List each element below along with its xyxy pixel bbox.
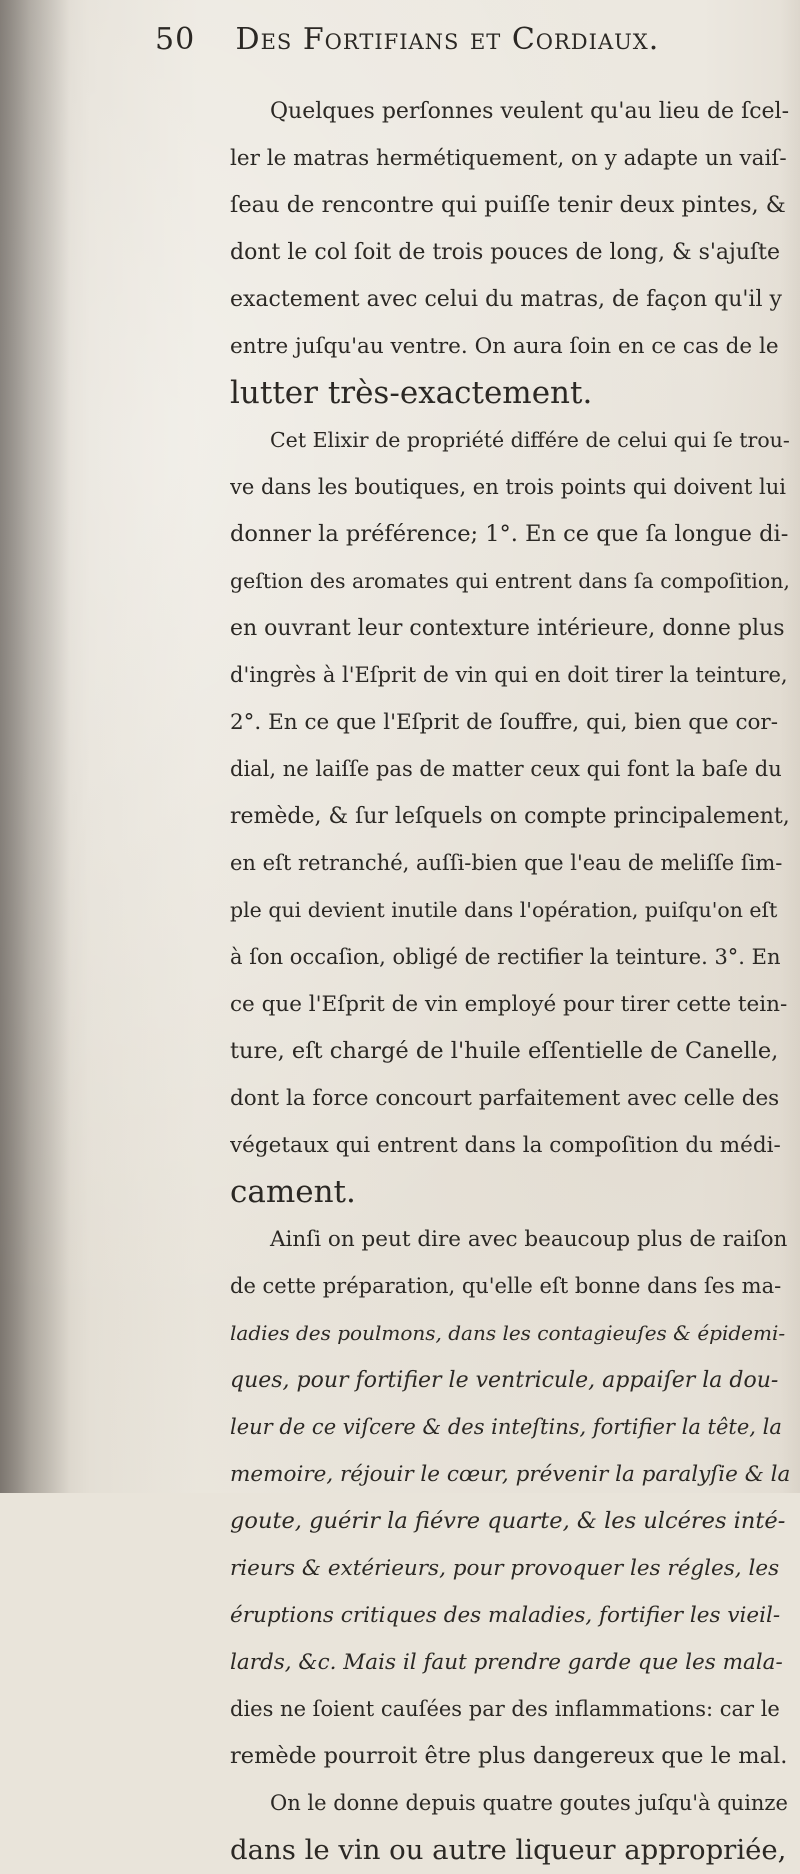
text-line: Quelques perſonnes veulent qu'au lieu de ſcel- [270, 99, 790, 124]
text-line: remède, & ſur leſquels on compte principalement, [230, 804, 790, 829]
body-text [230, 88, 790, 1874]
text-line: végetaux qui entrent dans la compoſition du médi- [230, 1133, 781, 1158]
page-number: 50 [155, 22, 196, 57]
page-gutter-shadow [0, 0, 70, 1493]
text-line: On le donne depuis quatre goutes juſqu'à quinze [270, 1791, 788, 1815]
text-line: donner la préférence; 1°. En ce que ſa longue di- [230, 521, 789, 547]
text-line: ce que l'Eſprit de vin employé pour tirer cette tein- [230, 992, 788, 1017]
text-line: leur de ce viſcere & des inteſtins, fortifier la tête, la [230, 1415, 782, 1439]
text-line: dans le vin ou autre liqueur appropriée, [230, 1834, 787, 1866]
text-line: cament. [230, 1174, 356, 1210]
text-line: memoire, réjouir le cœur, prévenir la paralyſie & la [230, 1462, 790, 1487]
text-line: ler le matras hermétiquement, on y adapte un vaiſ- [230, 146, 787, 171]
text-line: dont la force concourt parfaitement avec celle des [230, 1086, 780, 1111]
text-line: de cette préparation, qu'elle eſt bonne dans ſes ma- [230, 1274, 782, 1298]
text-line: ple qui devient inutile dans l'opération, puiſqu'on eſt [230, 898, 778, 922]
text-line: remède pourroit être plus dangereux que le mal. [230, 1743, 788, 1769]
text-line: geſtion des aromates qui entrent dans ſa compoſition, [230, 569, 790, 593]
text-line: lutter très-exactement. [230, 375, 593, 411]
text-line: exactement avec celui du matras, de façon qu'il y [230, 287, 782, 312]
text-line: goute, guérir la fiévre quarte, & les ulcéres inté- [230, 1508, 786, 1534]
text-line: dont le col ſoit de trois pouces de long, & s'ajuſte [230, 240, 781, 265]
text-line: ladies des poulmons, dans les contagieuſes & épidemi- [230, 1321, 786, 1345]
text-line: en eſt retranché, auſſi-bien que l'eau de meliſſe ſim- [230, 851, 783, 875]
text-line: 2°. En ce que l'Eſprit de ſouffre, qui, bien que cor- [230, 710, 778, 735]
text-line: Ainſi on peut dire avec beaucoup plus de raiſon [270, 1227, 788, 1252]
text-line: Cet Elixir de propriété différe de celui qui ſe trou- [270, 428, 790, 452]
text-line: entre juſqu'au ventre. On aura ſoin en ce cas de le [230, 334, 779, 359]
text-line: rieurs & extérieurs, pour provoquer les régles, les [230, 1556, 780, 1581]
text-line: lards, &c. Mais il faut prendre garde que les mala- [230, 1650, 783, 1675]
text-line: ſeau de rencontre qui puiſſe tenir deux pintes, & [230, 192, 786, 218]
text-line: ques, pour fortifier le ventricule, appaiſer la dou- [230, 1368, 779, 1393]
text-line: d'ingrès à l'Eſprit de vin qui en doit tirer la teinture, [230, 663, 788, 687]
text-line: en ouvrant leur contexture intérieure, donne plus [230, 616, 785, 641]
running-title: Des Fortifians et Cordiaux. [235, 22, 660, 57]
text-line: éruptions critiques des maladies, fortifier les vieil- [230, 1603, 781, 1628]
text-line: ve dans les boutiques, en trois points qui doivent lui [230, 475, 786, 499]
text-line: dies ne ſoient cauſées par des inflammations: car le [230, 1697, 780, 1721]
text-line: dial, ne laiſſe pas de matter ceux qui font la baſe du [230, 757, 782, 781]
page-header [155, 22, 755, 57]
text-line: à ſon occaſion, obligé de rectifier la teinture. 3°. En [230, 945, 781, 969]
text-line: ture, eſt chargé de l'huile eſſentielle de Canelle, [230, 1038, 779, 1064]
